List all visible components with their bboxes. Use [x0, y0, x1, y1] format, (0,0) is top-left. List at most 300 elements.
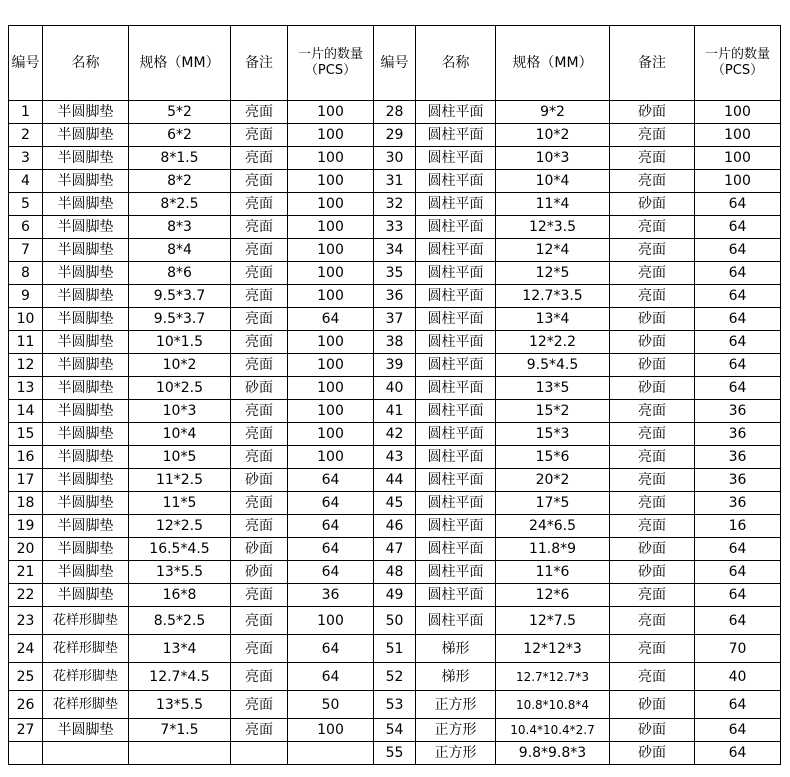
cell-qty-2: 100 — [695, 147, 781, 170]
cell-id: 23 — [9, 607, 43, 635]
cell-qty: 100 — [288, 216, 374, 239]
table-body — [9, 101, 781, 765]
cell-id-2: 53 — [374, 691, 416, 719]
cell-note-2: 亮面 — [610, 285, 695, 308]
cell-id-2: 52 — [374, 663, 416, 691]
cell-note-2: 亮面 — [610, 262, 695, 285]
cell-spec: 5*2 — [129, 101, 231, 124]
cell-id-2: 36 — [374, 285, 416, 308]
cell-name-2: 圆柱平面 — [416, 285, 496, 308]
cell-name-2: 圆柱平面 — [416, 101, 496, 124]
table-row — [9, 331, 781, 354]
cell-qty-2: 64 — [695, 377, 781, 400]
cell-id-2: 44 — [374, 469, 416, 492]
table-row — [9, 663, 781, 691]
header-cell-note-2: 备注 — [610, 26, 695, 101]
cell-id-2: 29 — [374, 124, 416, 147]
cell-name-2: 圆柱平面 — [416, 354, 496, 377]
cell-id: 4 — [9, 170, 43, 193]
cell-qty-2: 64 — [695, 193, 781, 216]
table-row — [9, 469, 781, 492]
cell-spec — [129, 742, 231, 765]
header-cell-name: 名称 — [43, 26, 129, 101]
cell-qty-2: 64 — [695, 285, 781, 308]
cell-note-2: 亮面 — [610, 216, 695, 239]
cell-spec: 11*2.5 — [129, 469, 231, 492]
cell-spec-2: 12*7.5 — [496, 607, 610, 635]
cell-note: 亮面 — [231, 584, 288, 607]
cell-note-2: 亮面 — [610, 400, 695, 423]
cell-qty: 100 — [288, 262, 374, 285]
cell-qty: 64 — [288, 492, 374, 515]
cell-spec: 10*1.5 — [129, 331, 231, 354]
cell-id: 15 — [9, 423, 43, 446]
cell-qty: 100 — [288, 607, 374, 635]
cell-spec: 9.5*3.7 — [129, 308, 231, 331]
cell-name-2: 梯形 — [416, 663, 496, 691]
cell-id-2: 49 — [374, 584, 416, 607]
cell-note: 砂面 — [231, 377, 288, 400]
header-cell-qty: 一片的数量（PCS） — [288, 26, 374, 101]
cell-spec-2: 15*6 — [496, 446, 610, 469]
cell-note-2: 亮面 — [610, 469, 695, 492]
cell-id-2: 51 — [374, 635, 416, 663]
cell-qty: 64 — [288, 663, 374, 691]
cell-name-2: 圆柱平面 — [416, 469, 496, 492]
cell-note-2: 亮面 — [610, 446, 695, 469]
cell-name: 半圆脚垫 — [43, 285, 129, 308]
cell-qty: 64 — [288, 515, 374, 538]
table-row — [9, 400, 781, 423]
cell-note: 亮面 — [231, 607, 288, 635]
cell-id: 13 — [9, 377, 43, 400]
cell-qty: 100 — [288, 331, 374, 354]
table-row — [9, 635, 781, 663]
cell-qty-2: 64 — [695, 607, 781, 635]
product-spec-table — [8, 25, 781, 765]
cell-spec: 8*1.5 — [129, 147, 231, 170]
cell-name: 半圆脚垫 — [43, 331, 129, 354]
cell-id-2: 38 — [374, 331, 416, 354]
cell-note: 砂面 — [231, 561, 288, 584]
cell-id-2: 40 — [374, 377, 416, 400]
cell-spec-2: 12.7*3.5 — [496, 285, 610, 308]
cell-qty-2: 64 — [695, 216, 781, 239]
cell-id: 21 — [9, 561, 43, 584]
cell-id: 19 — [9, 515, 43, 538]
cell-qty: 64 — [288, 469, 374, 492]
cell-id: 17 — [9, 469, 43, 492]
cell-spec: 13*5.5 — [129, 561, 231, 584]
cell-qty-2: 64 — [695, 584, 781, 607]
cell-qty: 100 — [288, 101, 374, 124]
table-row — [9, 492, 781, 515]
cell-spec-2: 24*6.5 — [496, 515, 610, 538]
cell-spec-2: 12*2.2 — [496, 331, 610, 354]
cell-id-2: 43 — [374, 446, 416, 469]
cell-note: 亮面 — [231, 691, 288, 719]
cell-name-2: 圆柱平面 — [416, 216, 496, 239]
cell-name: 半圆脚垫 — [43, 193, 129, 216]
cell-id-2: 55 — [374, 742, 416, 765]
cell-qty: 64 — [288, 308, 374, 331]
cell-id-2: 31 — [374, 170, 416, 193]
cell-id: 1 — [9, 101, 43, 124]
table-row — [9, 515, 781, 538]
cell-note: 亮面 — [231, 515, 288, 538]
cell-qty: 100 — [288, 377, 374, 400]
cell-id: 27 — [9, 719, 43, 742]
cell-note-2: 亮面 — [610, 607, 695, 635]
cell-id-2: 48 — [374, 561, 416, 584]
cell-qty-2: 70 — [695, 635, 781, 663]
cell-id: 18 — [9, 492, 43, 515]
cell-id: 7 — [9, 239, 43, 262]
cell-qty-2: 64 — [695, 538, 781, 561]
cell-name — [43, 742, 129, 765]
table-row — [9, 584, 781, 607]
cell-id-2: 54 — [374, 719, 416, 742]
cell-name: 半圆脚垫 — [43, 400, 129, 423]
cell-name-2: 正方形 — [416, 742, 496, 765]
cell-spec-2: 9.8*9.8*3 — [496, 742, 610, 765]
cell-name-2: 圆柱平面 — [416, 400, 496, 423]
cell-note: 砂面 — [231, 538, 288, 561]
cell-name: 半圆脚垫 — [43, 147, 129, 170]
cell-name: 半圆脚垫 — [43, 446, 129, 469]
cell-qty-2: 64 — [695, 561, 781, 584]
table-row — [9, 147, 781, 170]
table-row — [9, 262, 781, 285]
cell-spec: 9.5*3.7 — [129, 285, 231, 308]
cell-spec-2: 9.5*4.5 — [496, 354, 610, 377]
cell-note-2: 亮面 — [610, 239, 695, 262]
cell-qty-2: 36 — [695, 400, 781, 423]
cell-qty: 100 — [288, 170, 374, 193]
cell-note: 亮面 — [231, 423, 288, 446]
cell-id: 20 — [9, 538, 43, 561]
cell-qty-2: 100 — [695, 170, 781, 193]
cell-note-2: 亮面 — [610, 663, 695, 691]
cell-qty: 36 — [288, 584, 374, 607]
cell-spec: 8*2 — [129, 170, 231, 193]
cell-spec-2: 12.7*12.7*3 — [496, 663, 610, 691]
cell-id-2: 33 — [374, 216, 416, 239]
cell-spec-2: 10.4*10.4*2.7 — [496, 719, 610, 742]
cell-name: 半圆脚垫 — [43, 354, 129, 377]
cell-spec: 10*2 — [129, 354, 231, 377]
cell-name-2: 圆柱平面 — [416, 561, 496, 584]
table-row — [9, 308, 781, 331]
table-row — [9, 607, 781, 635]
cell-name: 半圆脚垫 — [43, 377, 129, 400]
cell-note-2: 亮面 — [610, 423, 695, 446]
cell-qty: 100 — [288, 423, 374, 446]
header-cell-spec: 规格（MM） — [129, 26, 231, 101]
cell-spec: 8*6 — [129, 262, 231, 285]
table-row — [9, 691, 781, 719]
cell-spec-2: 12*6 — [496, 584, 610, 607]
cell-qty-2: 64 — [695, 331, 781, 354]
cell-spec: 16.5*4.5 — [129, 538, 231, 561]
cell-spec: 10*2.5 — [129, 377, 231, 400]
cell-qty: 100 — [288, 124, 374, 147]
cell-note-2: 砂面 — [610, 354, 695, 377]
cell-id: 6 — [9, 216, 43, 239]
cell-spec-2: 10*4 — [496, 170, 610, 193]
table-row — [9, 446, 781, 469]
cell-id: 2 — [9, 124, 43, 147]
cell-note: 亮面 — [231, 147, 288, 170]
cell-note-2: 砂面 — [610, 331, 695, 354]
cell-id — [9, 742, 43, 765]
cell-id-2: 34 — [374, 239, 416, 262]
cell-name: 半圆脚垫 — [43, 584, 129, 607]
cell-name-2: 圆柱平面 — [416, 124, 496, 147]
cell-name: 花样形脚垫 — [43, 663, 129, 691]
cell-note: 亮面 — [231, 331, 288, 354]
cell-name-2: 圆柱平面 — [416, 446, 496, 469]
cell-qty-2: 36 — [695, 469, 781, 492]
cell-note: 亮面 — [231, 663, 288, 691]
cell-spec: 8*3 — [129, 216, 231, 239]
cell-note-2: 砂面 — [610, 742, 695, 765]
cell-id-2: 39 — [374, 354, 416, 377]
cell-name-2: 圆柱平面 — [416, 331, 496, 354]
cell-note-2: 砂面 — [610, 538, 695, 561]
cell-name: 半圆脚垫 — [43, 492, 129, 515]
cell-spec-2: 15*2 — [496, 400, 610, 423]
cell-name-2: 正方形 — [416, 719, 496, 742]
cell-id-2: 37 — [374, 308, 416, 331]
cell-id: 26 — [9, 691, 43, 719]
cell-spec-2: 11.8*9 — [496, 538, 610, 561]
cell-note: 亮面 — [231, 101, 288, 124]
cell-id-2: 45 — [374, 492, 416, 515]
cell-name-2: 圆柱平面 — [416, 239, 496, 262]
cell-spec: 10*5 — [129, 446, 231, 469]
cell-qty: 100 — [288, 193, 374, 216]
cell-note: 砂面 — [231, 469, 288, 492]
cell-id-2: 42 — [374, 423, 416, 446]
header-row — [9, 26, 781, 101]
cell-note-2: 砂面 — [610, 193, 695, 216]
table-row — [9, 423, 781, 446]
header-cell-qty-2: 一片的数量（PCS） — [695, 26, 781, 101]
cell-id: 12 — [9, 354, 43, 377]
cell-id: 24 — [9, 635, 43, 663]
cell-name: 半圆脚垫 — [43, 538, 129, 561]
cell-id-2: 30 — [374, 147, 416, 170]
cell-note: 亮面 — [231, 400, 288, 423]
table-row — [9, 377, 781, 400]
cell-name-2: 圆柱平面 — [416, 170, 496, 193]
cell-note: 亮面 — [231, 446, 288, 469]
cell-note: 亮面 — [231, 170, 288, 193]
table-row — [9, 124, 781, 147]
cell-name-2: 圆柱平面 — [416, 423, 496, 446]
cell-qty-2: 64 — [695, 691, 781, 719]
cell-name-2: 圆柱平面 — [416, 607, 496, 635]
cell-spec-2: 13*4 — [496, 308, 610, 331]
cell-id-2: 41 — [374, 400, 416, 423]
cell-spec: 8*4 — [129, 239, 231, 262]
cell-qty-2: 16 — [695, 515, 781, 538]
cell-note-2: 亮面 — [610, 635, 695, 663]
table-row — [9, 538, 781, 561]
cell-spec-2: 11*4 — [496, 193, 610, 216]
cell-qty-2: 64 — [695, 719, 781, 742]
cell-name-2: 圆柱平面 — [416, 377, 496, 400]
cell-qty: 100 — [288, 239, 374, 262]
cell-qty: 100 — [288, 400, 374, 423]
table-row — [9, 719, 781, 742]
cell-qty-2: 36 — [695, 492, 781, 515]
cell-name-2: 圆柱平面 — [416, 515, 496, 538]
cell-qty — [288, 742, 374, 765]
cell-id-2: 50 — [374, 607, 416, 635]
cell-name-2: 圆柱平面 — [416, 538, 496, 561]
cell-note-2: 亮面 — [610, 515, 695, 538]
header-cell-id-2: 编号 — [374, 26, 416, 101]
cell-id: 11 — [9, 331, 43, 354]
header-cell-id: 编号 — [9, 26, 43, 101]
header-cell-note: 备注 — [231, 26, 288, 101]
cell-name: 半圆脚垫 — [43, 239, 129, 262]
cell-name: 半圆脚垫 — [43, 101, 129, 124]
cell-note: 亮面 — [231, 635, 288, 663]
cell-qty: 64 — [288, 561, 374, 584]
cell-qty-2: 64 — [695, 262, 781, 285]
cell-spec: 13*4 — [129, 635, 231, 663]
cell-qty: 100 — [288, 285, 374, 308]
cell-name-2: 圆柱平面 — [416, 147, 496, 170]
cell-note-2: 砂面 — [610, 691, 695, 719]
cell-qty: 64 — [288, 635, 374, 663]
cell-note-2: 亮面 — [610, 170, 695, 193]
cell-name: 花样形脚垫 — [43, 607, 129, 635]
cell-note-2: 亮面 — [610, 124, 695, 147]
cell-note: 亮面 — [231, 216, 288, 239]
cell-name: 花样形脚垫 — [43, 635, 129, 663]
cell-spec-2: 9*2 — [496, 101, 610, 124]
cell-id: 9 — [9, 285, 43, 308]
cell-spec: 6*2 — [129, 124, 231, 147]
cell-note: 亮面 — [231, 285, 288, 308]
cell-name: 花样形脚垫 — [43, 691, 129, 719]
cell-spec-2: 10*2 — [496, 124, 610, 147]
cell-spec-2: 12*5 — [496, 262, 610, 285]
cell-note — [231, 742, 288, 765]
cell-id: 10 — [9, 308, 43, 331]
cell-id: 16 — [9, 446, 43, 469]
cell-name-2: 圆柱平面 — [416, 492, 496, 515]
cell-qty: 100 — [288, 446, 374, 469]
cell-spec-2: 10.8*10.8*4 — [496, 691, 610, 719]
cell-spec-2: 12*3.5 — [496, 216, 610, 239]
cell-spec: 11*5 — [129, 492, 231, 515]
cell-id: 3 — [9, 147, 43, 170]
cell-spec-2: 13*5 — [496, 377, 610, 400]
table-row — [9, 216, 781, 239]
cell-note-2: 亮面 — [610, 584, 695, 607]
cell-id: 14 — [9, 400, 43, 423]
cell-note: 亮面 — [231, 308, 288, 331]
cell-spec-2: 17*5 — [496, 492, 610, 515]
cell-name-2: 圆柱平面 — [416, 584, 496, 607]
cell-qty-2: 100 — [695, 101, 781, 124]
cell-spec: 12.7*4.5 — [129, 663, 231, 691]
cell-qty-2: 64 — [695, 354, 781, 377]
cell-spec-2: 20*2 — [496, 469, 610, 492]
cell-spec: 8.5*2.5 — [129, 607, 231, 635]
cell-spec: 10*3 — [129, 400, 231, 423]
cell-qty: 100 — [288, 354, 374, 377]
cell-note-2: 砂面 — [610, 101, 695, 124]
cell-id: 22 — [9, 584, 43, 607]
cell-name-2: 圆柱平面 — [416, 193, 496, 216]
cell-spec-2: 12*4 — [496, 239, 610, 262]
table-row — [9, 170, 781, 193]
cell-qty: 100 — [288, 147, 374, 170]
cell-id: 25 — [9, 663, 43, 691]
cell-spec: 8*2.5 — [129, 193, 231, 216]
cell-spec: 12*2.5 — [129, 515, 231, 538]
cell-qty-2: 64 — [695, 742, 781, 765]
table-row — [9, 101, 781, 124]
cell-note: 亮面 — [231, 239, 288, 262]
cell-id-2: 28 — [374, 101, 416, 124]
cell-name-2: 正方形 — [416, 691, 496, 719]
cell-name: 半圆脚垫 — [43, 124, 129, 147]
cell-qty: 50 — [288, 691, 374, 719]
cell-qty: 64 — [288, 538, 374, 561]
cell-qty-2: 40 — [695, 663, 781, 691]
table-row — [9, 561, 781, 584]
cell-name-2: 梯形 — [416, 635, 496, 663]
cell-spec: 16*8 — [129, 584, 231, 607]
cell-spec: 10*4 — [129, 423, 231, 446]
cell-note-2: 砂面 — [610, 561, 695, 584]
cell-spec: 7*1.5 — [129, 719, 231, 742]
cell-name: 半圆脚垫 — [43, 719, 129, 742]
cell-id: 5 — [9, 193, 43, 216]
cell-name-2: 圆柱平面 — [416, 308, 496, 331]
cell-id-2: 32 — [374, 193, 416, 216]
cell-id-2: 46 — [374, 515, 416, 538]
cell-note: 亮面 — [231, 262, 288, 285]
cell-name: 半圆脚垫 — [43, 262, 129, 285]
cell-name: 半圆脚垫 — [43, 515, 129, 538]
cell-id-2: 35 — [374, 262, 416, 285]
cell-note: 亮面 — [231, 124, 288, 147]
cell-id-2: 47 — [374, 538, 416, 561]
cell-qty-2: 64 — [695, 308, 781, 331]
cell-spec: 13*5.5 — [129, 691, 231, 719]
cell-note-2: 砂面 — [610, 377, 695, 400]
cell-note: 亮面 — [231, 492, 288, 515]
cell-spec-2: 12*12*3 — [496, 635, 610, 663]
table-row — [9, 285, 781, 308]
cell-qty-2: 36 — [695, 423, 781, 446]
cell-id: 8 — [9, 262, 43, 285]
cell-name: 半圆脚垫 — [43, 308, 129, 331]
cell-note-2: 砂面 — [610, 719, 695, 742]
cell-spec-2: 10*3 — [496, 147, 610, 170]
cell-name-2: 圆柱平面 — [416, 262, 496, 285]
cell-name: 半圆脚垫 — [43, 216, 129, 239]
header-cell-spec-2: 规格（MM） — [496, 26, 610, 101]
